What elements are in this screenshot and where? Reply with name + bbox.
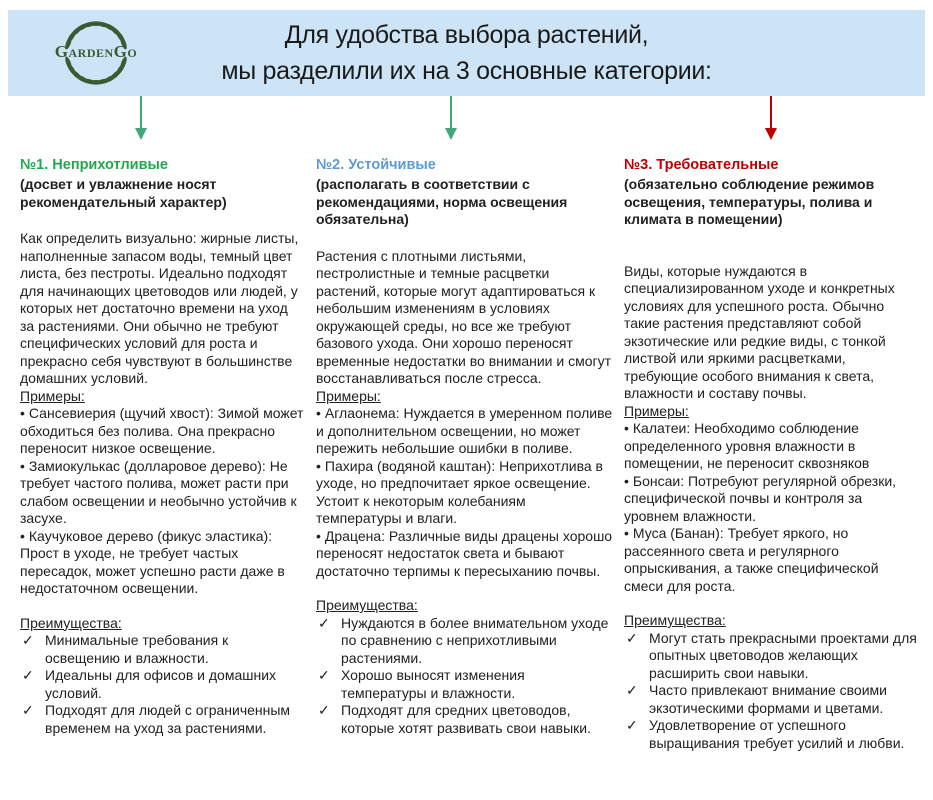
column1-subtitle: (досвет и увлажнение носят рекомендательный характер) [20,176,227,210]
checkmark-icon: ✓ [626,629,638,646]
list-item [316,528,613,581]
bullet-icon: • [316,405,321,421]
header-banner [8,10,925,96]
advantage-text: Подходят для людей с ограниченным временем на уход за растениями. [45,702,291,736]
bullet-icon: • [20,457,25,474]
list-item [20,702,305,737]
advantage-text: Нуждаются в более внимательном уходе по сравнению с неприхотливыми растениями. [341,614,609,666]
example-text: Замиокулькас (долларовое дерево): Не требует частого полива, может расти при слабом освещении и необычно устойчив к засухе. [20,457,297,526]
column3-examples-label: Примеры: [624,402,689,419]
advantage-text: Подходят для средних цветоводов, которые хотят развивать свои навыки. [341,702,592,736]
list-item [20,458,305,528]
column-unpretentious [20,156,305,752]
advantage-text: Идеальны для офисов и домашних условий. [45,667,277,701]
list-item [624,420,919,473]
list-item [20,405,305,458]
list-item [624,630,919,683]
checkmark-icon: ✓ [318,667,330,683]
column2-advantages-label: Преимущества: [316,597,418,613]
column3-description: Виды, которые нуждаются в специализированном уходе и конкретных условиях для успешного роста. Обычно такие растения представляют собой экзотические или редкие виды, с тонкой листвой или яркими расцветками, требующие особого внимания к света, влажности и составу почвы. [624,262,895,401]
example-text: Муса (Банан): Требует яркого, но рассеянного света и регулярного опрыскивания, а также специфической смеси для роста. [624,525,879,594]
arrow-head [135,128,147,140]
page-title-line2: мы разделили их на 3 основные категории: [221,57,712,85]
list-item [316,458,613,528]
column2-examples-label: Примеры: [316,387,381,404]
bullet-icon: • [316,527,321,544]
column-resilient [316,156,613,752]
column1-examples-label: Примеры: [20,387,85,404]
list-item [20,667,305,702]
arrow-stem [140,96,142,129]
category-columns [20,156,919,752]
list-item [624,717,919,752]
bullet-icon: • [316,457,321,474]
example-text: Каучуковое дерево (фикус эластика): Прост в уходе, не требует частых пересадок, может успешно расти даже в недостаточном освещении. [20,527,285,596]
page-title-line1: Для удобства выбора растений, [284,21,649,49]
logo-wordmark: GardenGo [54,42,138,61]
example-text: Сансевиерия (щучий хвост): Зимой может обходиться без полива. Она прекрасно переносит низкое освещение. [20,405,304,456]
column2-description: Растения с плотными листьями, пестролистные и темные расцветки растений, которые могут адаптироваться к небольшим изменениям в условиях окружающей среды, но все же требуют базового ухода. Они хорошо переносят временные недостатки во внимании и смогут восстанавливаться после стресса. [316,247,612,386]
list-item [316,702,613,737]
advantage-text: Могут стать прекрасными проектами для опытных цветоводов желающих расширить свои навыки. [649,629,917,681]
list-item [20,528,305,598]
bullet-icon: • [624,525,629,541]
checkmark-icon: ✓ [318,614,330,631]
list-item [624,682,919,717]
list-item [316,667,613,702]
bullet-icon: • [20,405,25,421]
advantage-text: Минимальные требования к освещению и влажности. [45,632,229,666]
checkmark-icon: ✓ [626,682,638,698]
column3-advantages [624,612,919,752]
column3-subtitle: (обязательно соблюдение режимов освещения, температуры, полива и климата в помещении) [624,176,875,227]
bullet-icon: • [624,472,629,489]
example-text: Калатеи: Необходимо соблюдение определенного уровня влажности в помещении, не переносит сквозняков [624,420,870,471]
column2-advantages [316,597,613,737]
list-item [316,405,613,458]
column1-description: Как определить визуально: жирные листы, наполненные запасом воды, темный цвет листа, без пестроты. Идеально подходят для начинающих цветоводов или людей, у которых нет достаточно времени на уход за растениями. Они обычно не требуют специфических условий для роста и прекрасно себя чувствуют в большинстве домашних условий. [20,230,299,386]
list-item [316,615,613,668]
bullet-icon: • [20,527,25,544]
advantage-text: Часто привлекают внимание своими экзотическими формами и цветами. [649,682,887,716]
arrow-down-icon-1 [135,96,147,140]
column2-subtitle: (располагать в соответствии с рекомендациями, норма освещения обязательна) [316,176,568,227]
list-item [20,632,305,667]
arrow-stem [770,96,772,129]
column1-advantages-label: Преимущества: [20,614,122,631]
list-item [624,473,919,526]
column-demanding [624,156,919,752]
arrow-head [765,128,777,140]
column3-advantages-label: Преимущества: [624,612,726,628]
column3-heading: №3. Требовательные [624,157,779,173]
column1-heading: №1. Неприхотливые [20,157,168,173]
advantage-text: Хорошо выносят изменения температуры и влажности. [341,667,525,701]
example-text: Бонсаи: Потребуют регулярной обрезки, специфической почвы и контроля за уровнем влажности. [624,472,897,524]
column1-advantages [20,615,305,738]
checkmark-icon: ✓ [626,717,638,733]
bullet-icon: • [624,420,629,436]
arrow-stem [450,96,452,129]
arrow-down-icon-3 [765,96,777,140]
checkmark-icon: ✓ [22,702,34,718]
arrow-down-icon-2 [445,96,457,140]
list-item [624,525,919,595]
example-text: Пахира (водяной каштан): Неприхотлива в уходе, но предпочитает яркое освещение. Устоит к некоторым колебаниям температуры и влаги. [316,457,603,526]
advantage-text: Удовлетворение от успешного выращивания требует усилий и любви. [649,717,905,751]
example-text: Аглаонема: Нуждается в умеренном поливе и дополнительном освещении, но может пережить небольшие ошибки в поливе. [316,405,613,456]
arrow-head [445,128,457,140]
checkmark-icon: ✓ [22,667,34,683]
example-text: Драцена: Различные виды драцены хорошо переносят недостаток света и бывают достаточно терпимы к пересыханию почвы. [316,527,613,579]
checkmark-icon: ✓ [318,702,330,718]
page-title [8,17,925,89]
checkmark-icon: ✓ [22,632,34,648]
column2-heading: №2. Устойчивые [316,157,436,173]
